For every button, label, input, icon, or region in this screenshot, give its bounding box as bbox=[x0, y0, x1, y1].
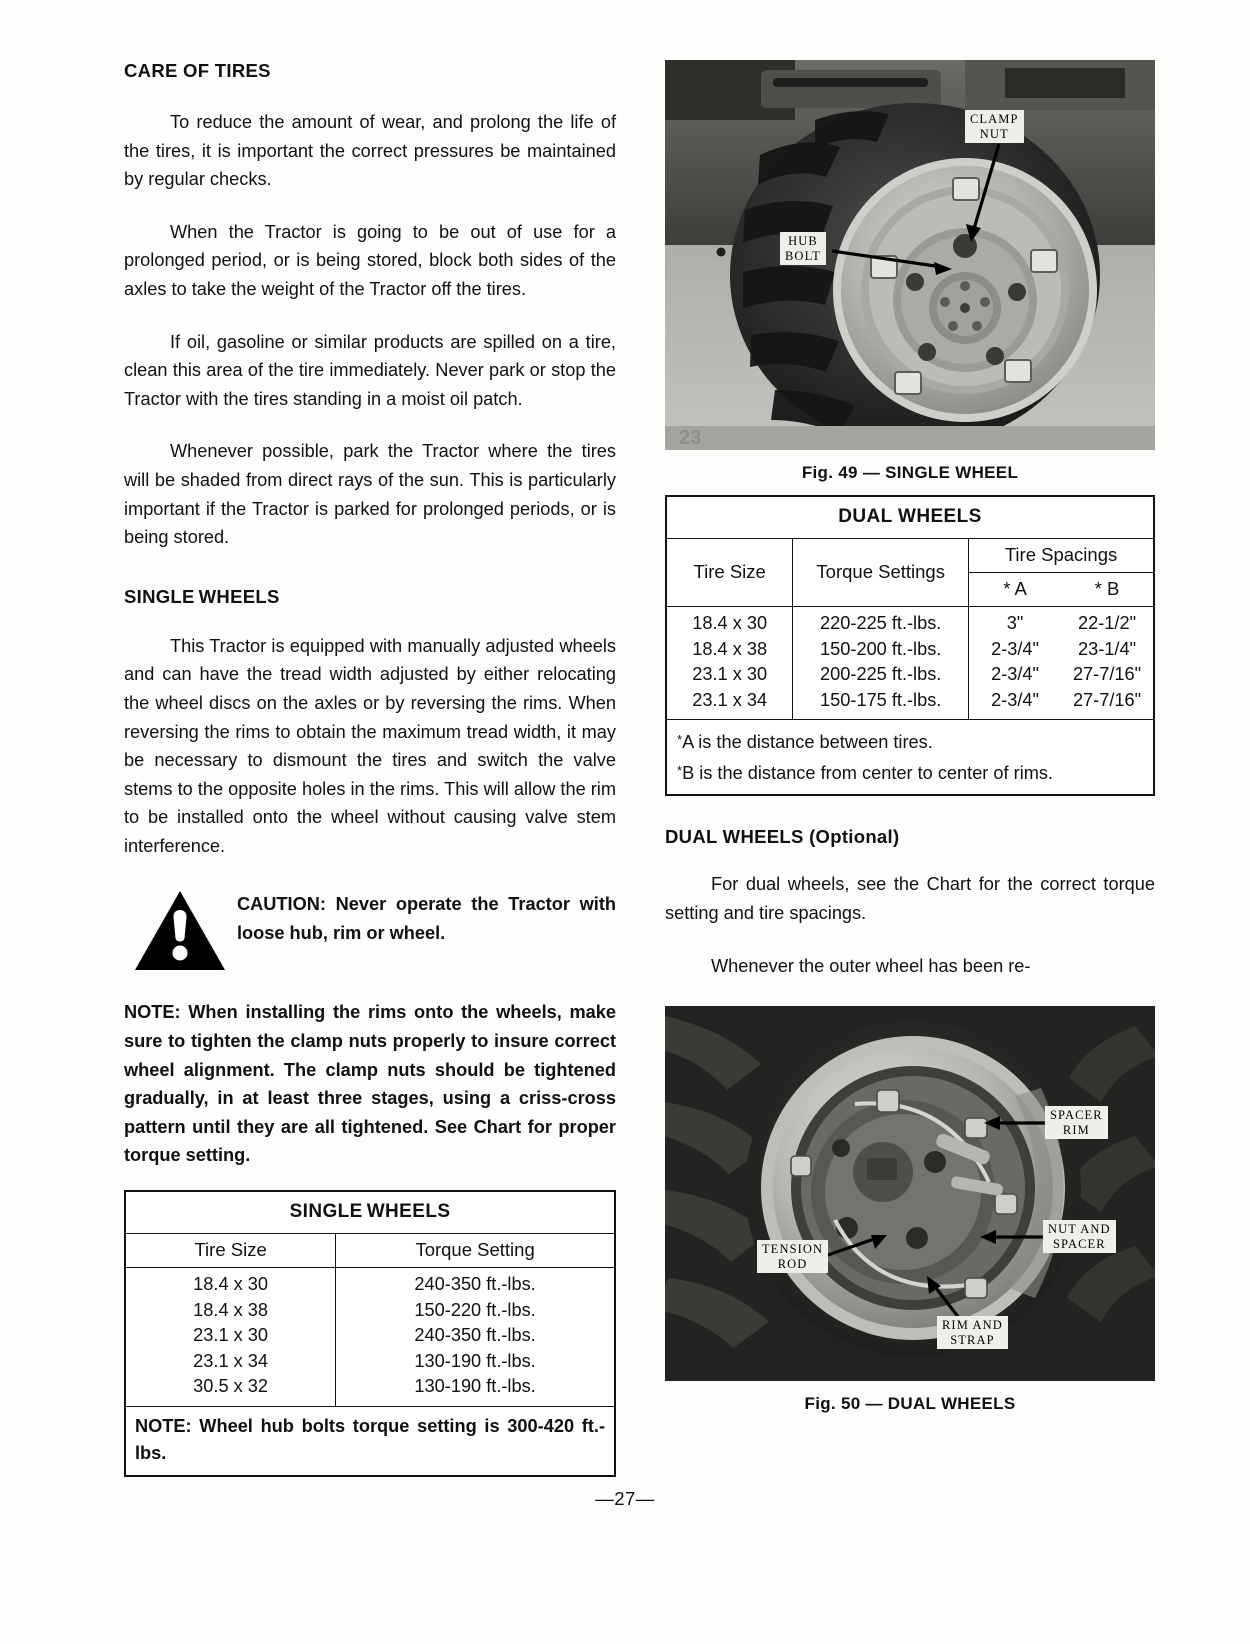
paragraph-care-4: Whenever possible, park the Tractor where the tires will be shaded from direct rays of the sun. This is particularly important if the Tractor is parked for prolonged periods, or is being stored. bbox=[124, 441, 616, 548]
paragraph-dual-1: For dual wheels, see the Chart for the correct torque setting and tire spacings. bbox=[665, 874, 1155, 923]
figure-49 bbox=[665, 60, 1155, 483]
figure-49-caption: Fig. 49 — SINGLE WHEEL bbox=[801, 463, 1019, 482]
heading-single-wheels-word2: WHEELS bbox=[198, 585, 280, 607]
table-row: 23.1 x 34 bbox=[193, 1350, 268, 1371]
column-header-tire-size: Tire Size bbox=[125, 1234, 336, 1268]
page-title: CARE OF TIRES bbox=[124, 60, 271, 81]
table-row: 240-350 ft.-lbs. bbox=[414, 1274, 536, 1295]
table-row: 23.1 x 30 bbox=[692, 664, 768, 685]
heading-dual-wheels-optional: DUAL WHEELS (Optional) bbox=[665, 826, 900, 848]
table-row: 18.4 x 30 bbox=[692, 613, 768, 633]
table-row: 150-175 ft.-lbs. bbox=[820, 689, 942, 710]
column-header-spacing-a: * A bbox=[1003, 578, 1027, 599]
callout-rim-and-strap: RIM AND STRAP bbox=[937, 1316, 1008, 1349]
table-row bbox=[969, 688, 1153, 714]
figure-50-photo bbox=[665, 1006, 1155, 1381]
svg-text:23: 23 bbox=[679, 427, 702, 449]
table-row: 18.4 x 38 bbox=[193, 1299, 268, 1320]
table-row: 220-225 ft.-lbs. bbox=[820, 613, 942, 633]
note-clamp-nuts: NOTE: When installing the rims onto the wheels, make sure to tighten the clamp nuts properly to insure correct wheel alignment. The clamp nuts should be tightened gradually, in at least three stages, using a criss-cross pattern until they are all tightened. See Chart for proper torque setting. bbox=[124, 1002, 616, 1166]
arrow-clamp-nut bbox=[957, 140, 1017, 250]
column-header-tire-size: Tire Size bbox=[666, 539, 793, 607]
table-row bbox=[969, 662, 1153, 688]
paragraph-care-2: When the Tractor is going to be out of use for a prolonged period, or is being stored, block both sides of the axles to take the weight of the Tractor off the tires. bbox=[124, 221, 616, 299]
arrow-tension-rod bbox=[823, 1232, 893, 1264]
left-column bbox=[124, 60, 616, 1477]
table-title-row bbox=[125, 1191, 615, 1234]
tire-size-cells bbox=[125, 1268, 336, 1407]
column-header-torque-setting: Torque Setting bbox=[336, 1234, 615, 1268]
table-footnote-row bbox=[666, 720, 1154, 796]
spacing-b-value: 27-7/16" bbox=[1072, 689, 1142, 710]
arrow-nut-and-spacer bbox=[977, 1224, 1047, 1250]
footnote-a: *A is the distance between tires. bbox=[677, 732, 933, 753]
spacing-b-value: 23-1/4" bbox=[1078, 638, 1137, 659]
asterisk-a: * bbox=[677, 732, 683, 748]
spacing-a-value: 2-3/4" bbox=[991, 638, 1039, 659]
table-row: 18.4 x 30 bbox=[193, 1274, 268, 1295]
table-header-row bbox=[125, 1234, 615, 1268]
dual-tire-size-cells bbox=[666, 607, 793, 720]
dual-wheel-photograph bbox=[665, 1006, 1155, 1381]
spacing-b-value: 27-7/16" bbox=[1072, 664, 1142, 685]
arrow-spacer-rim bbox=[981, 1110, 1051, 1136]
table-body-row bbox=[666, 607, 1154, 720]
single-wheels-table bbox=[124, 1190, 616, 1477]
table-row: 23.1 x 34 bbox=[692, 689, 768, 710]
figure-49-photo bbox=[665, 60, 1155, 450]
callout-hub-bolt: HUB BOLT bbox=[780, 232, 826, 265]
table-row: 130-190 ft.-lbs. bbox=[414, 1376, 536, 1397]
table-row bbox=[969, 611, 1153, 637]
column-group-header-tire-spacings: Tire Spacings bbox=[969, 539, 1154, 573]
table-note-row bbox=[125, 1407, 615, 1477]
arrow-rim-and-strap bbox=[915, 1274, 975, 1322]
figure-50-caption: Fig. 50 — DUAL WHEELS bbox=[804, 1394, 1016, 1414]
arrow-hub-bolt bbox=[830, 242, 960, 282]
spacing-a-value: 2-3/4" bbox=[991, 664, 1039, 685]
single-wheels-table-title: SINGLE WHEELS bbox=[125, 1191, 615, 1234]
spacing-a-value: 2-3/4" bbox=[991, 689, 1039, 710]
page-number: —27— bbox=[595, 1488, 655, 1509]
paragraph-care-3: If oil, gasoline or similar products are spilled on a tire, clean this area of the tire immediately. Never park or stop the Tractor with the tires standing in a moist oil patch. bbox=[124, 331, 616, 409]
table-row: 150-220 ft.-lbs. bbox=[414, 1299, 536, 1320]
paragraph-single-wheels: This Tractor is equipped with manually adjusted wheels and can have the tread width adjusted by either relocating the wheel discs on the axles or by reversing the rims. When reversing the rims to obtain the maximum tread width, it may be necessary to dismount the tires and switch the valve stems to the opposite holes in the rims. This will allow the rim to be installed onto the wheel without causing valve stem interference. bbox=[124, 635, 616, 856]
table-row: 200-225 ft.-lbs. bbox=[820, 664, 942, 685]
table-row: 30.5 x 32 bbox=[193, 1376, 268, 1397]
column-header-spacing-b: * B bbox=[1094, 578, 1120, 599]
spacing-subheaders bbox=[969, 573, 1154, 607]
dual-wheels-table bbox=[665, 495, 1155, 796]
callout-nut-and-spacer: NUT AND SPACER bbox=[1043, 1220, 1116, 1253]
warning-triangle-icon bbox=[134, 890, 226, 972]
column-header-torque-settings: Torque Settings bbox=[793, 539, 969, 607]
torque-setting-cells bbox=[336, 1268, 615, 1407]
table-body-row bbox=[125, 1268, 615, 1407]
paragraph-dual-2: Whenever the outer wheel has been re- bbox=[711, 955, 1031, 976]
single-wheels-table-note: NOTE: Wheel hub bolts torque setting is 300-420 ft.-lbs. bbox=[125, 1407, 615, 1477]
footnote-b: *B is the distance from center to center of rims. bbox=[677, 762, 1054, 783]
callout-spacer-rim: SPACER RIM bbox=[1045, 1106, 1108, 1139]
dual-wheels-footnotes bbox=[666, 720, 1154, 796]
table-row: 240-350 ft.-lbs. bbox=[414, 1325, 536, 1346]
table-row bbox=[969, 637, 1153, 663]
heading-single-wheels bbox=[124, 586, 616, 608]
table-row: 18.4 x 38 bbox=[692, 638, 768, 659]
dual-spacing-cells bbox=[969, 607, 1154, 720]
dual-torque-cells bbox=[793, 607, 969, 720]
spacing-a-value: 3" bbox=[1006, 613, 1024, 633]
table-row: 150-200 ft.-lbs. bbox=[820, 638, 942, 659]
figure-50 bbox=[665, 1006, 1155, 1414]
paragraph-care-1: To reduce the amount of wear, and prolong the life of the tires, it is important the correct pressures be maintained by regular checks. bbox=[124, 112, 616, 190]
callout-clamp-nut: CLAMP NUT bbox=[965, 110, 1024, 143]
right-column bbox=[665, 60, 1155, 1414]
table-title-row bbox=[666, 496, 1154, 539]
dual-wheels-table-title: DUAL WHEELS bbox=[666, 496, 1154, 539]
caution-block bbox=[124, 890, 616, 972]
asterisk-b: * bbox=[677, 762, 683, 778]
table-spacing-group-row bbox=[666, 539, 1154, 573]
table-row: 23.1 x 30 bbox=[193, 1325, 268, 1346]
caution-text: CAUTION: Never operate the Tractor with loose hub, rim or wheel. bbox=[237, 894, 616, 944]
callout-tension-rod: TENSION ROD bbox=[757, 1240, 828, 1273]
spacing-b-value: 22-1/2" bbox=[1078, 613, 1137, 633]
table-row: 130-190 ft.-lbs. bbox=[414, 1350, 536, 1371]
heading-single-wheels-word1: SINGLE bbox=[124, 585, 195, 607]
